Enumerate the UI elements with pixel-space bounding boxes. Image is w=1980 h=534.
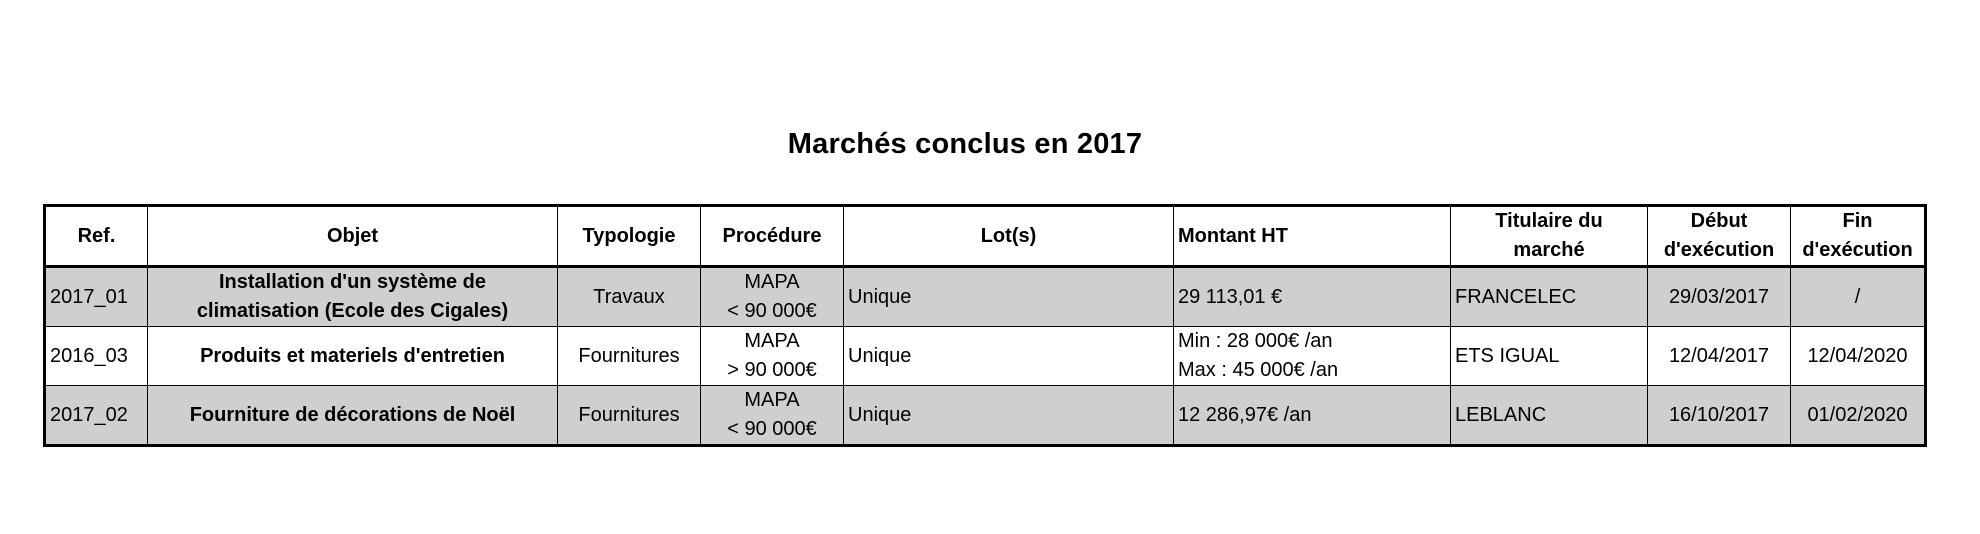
- cell-fin: 01/02/2020: [1791, 386, 1926, 446]
- cell-debut: 16/10/2017: [1648, 386, 1791, 446]
- header-fin-line1: Fin: [1842, 210, 1873, 232]
- cell-objet: [148, 267, 558, 327]
- header-fin: [1791, 206, 1926, 267]
- header-debut-line2: d'exécution: [1663, 239, 1775, 261]
- cell-procedure-line1: MAPA: [744, 271, 800, 293]
- cell-objet: [148, 327, 558, 386]
- table-row: [45, 386, 1926, 446]
- header-fin-line2: d'exécution: [1802, 239, 1913, 261]
- cell-montant: [1174, 386, 1451, 446]
- cell-montant-line2: Max : 45 000€ /an: [1178, 359, 1339, 381]
- header-lots: Lot(s): [844, 206, 1174, 267]
- cell-montant: [1174, 267, 1451, 327]
- cell-procedure-line1: MAPA: [744, 389, 800, 411]
- cell-fin: /: [1791, 267, 1926, 327]
- cell-procedure: [701, 327, 844, 386]
- cell-lots: Unique: [844, 386, 1174, 446]
- cell-procedure: [701, 386, 844, 446]
- cell-montant-line1: 29 113,01 €: [1178, 285, 1283, 308]
- header-titulaire: [1451, 206, 1648, 267]
- cell-typologie: Fournitures: [558, 386, 701, 446]
- cell-procedure-line2: < 90 000€: [727, 418, 817, 440]
- cell-debut: 12/04/2017: [1648, 327, 1791, 386]
- header-typologie: Typologie: [558, 206, 701, 267]
- cell-montant: [1174, 327, 1451, 386]
- cell-fin: 12/04/2020: [1791, 327, 1926, 386]
- cell-objet-line1: Installation d'un système de: [218, 271, 487, 293]
- cell-procedure: [701, 267, 844, 327]
- cell-ref: 2017_02: [45, 386, 148, 446]
- cell-procedure-line1: MAPA: [744, 330, 800, 352]
- markets-table: [43, 204, 1927, 447]
- header-montant: Montant HT: [1174, 206, 1451, 267]
- cell-objet-line1: Fourniture de décorations de Noël: [189, 403, 516, 426]
- header-row: [45, 206, 1926, 267]
- cell-objet-line1: Produits et materiels d'entretien: [200, 344, 505, 367]
- header-titulaire-line2: marché: [1513, 239, 1585, 261]
- cell-typologie: Travaux: [558, 267, 701, 327]
- cell-titulaire: ETS IGUAL: [1451, 327, 1648, 386]
- cell-lots: Unique: [844, 267, 1174, 327]
- header-objet: Objet: [148, 206, 558, 267]
- cell-titulaire: FRANCELEC: [1451, 267, 1648, 327]
- cell-montant-line1: 12 286,97€ /an: [1178, 403, 1312, 426]
- cell-procedure-line2: < 90 000€: [727, 300, 817, 322]
- header-ref: Ref.: [45, 206, 148, 267]
- cell-ref: 2017_01: [45, 267, 148, 327]
- cell-procedure-line2: > 90 000€: [727, 359, 817, 381]
- cell-montant-line1: Min : 28 000€ /an: [1178, 330, 1333, 352]
- cell-debut: 29/03/2017: [1648, 267, 1791, 327]
- header-debut-line1: Début: [1690, 210, 1748, 232]
- cell-titulaire: LEBLANC: [1451, 386, 1648, 446]
- cell-objet: [148, 386, 558, 446]
- cell-objet-line2: climatisation (Ecole des Cigales): [196, 300, 509, 322]
- header-titulaire-line1: Titulaire du: [1495, 210, 1603, 232]
- header-debut: [1648, 206, 1791, 267]
- table-row: [45, 267, 1926, 327]
- table-row: [45, 327, 1926, 386]
- cell-lots: Unique: [844, 327, 1174, 386]
- header-procedure: Procédure: [701, 206, 844, 267]
- page-title: Marchés conclus en 2017: [787, 128, 1143, 160]
- cell-ref: 2016_03: [45, 327, 148, 386]
- cell-typologie: Fournitures: [558, 327, 701, 386]
